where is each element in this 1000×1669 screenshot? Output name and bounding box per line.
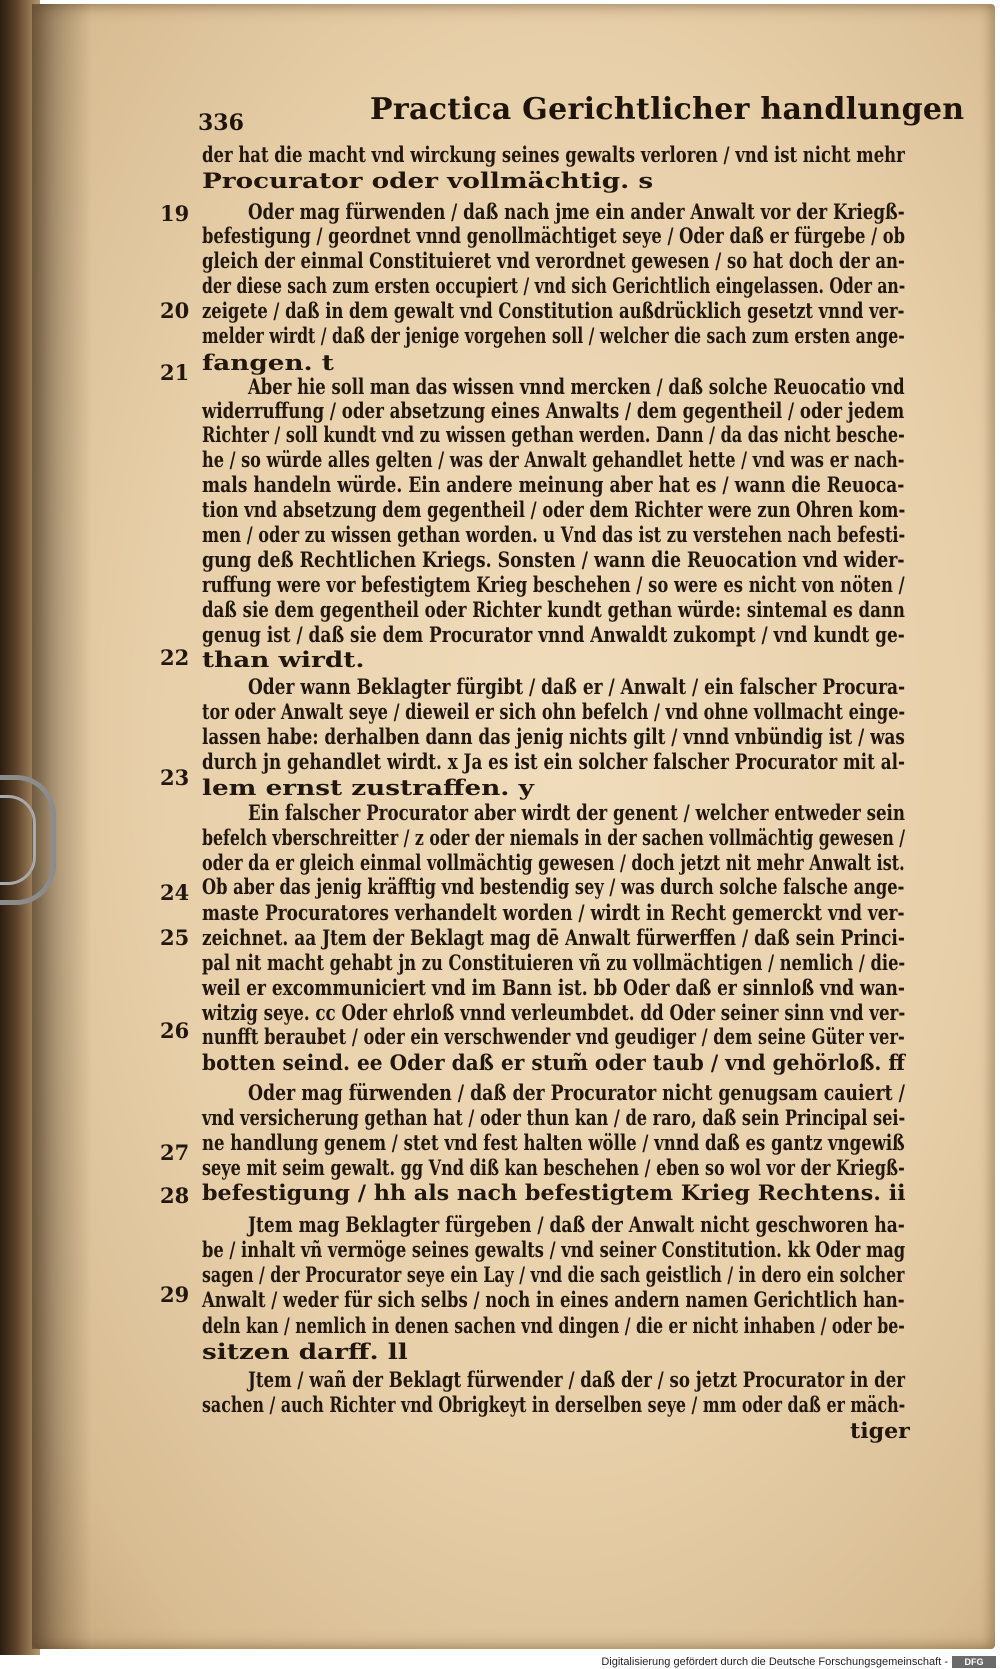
text-line: Oder wann Beklagter fürgibt / daß er / Anwalt / ein falscher Procura- — [248, 674, 906, 699]
text-line: witzig seye. cc Oder ehrloß vnnd verleumbdet. dd Oder seiner sinn vnd ver- — [202, 1000, 906, 1025]
text-line: genug ist / daß sie dem Procurator vnnd Anwaldt zukompt / vnd kundt ge- — [202, 622, 905, 647]
text-line: be / inhalt vñ vermöge seines gewalts / vnd seiner Constitution. kk Oder mag — [202, 1237, 906, 1262]
footer-credit: Digitalisierung gefördert durch die Deutsche Forschungsgemeinschaft - — [601, 1656, 948, 1668]
margin-number: 19 — [160, 201, 190, 226]
text-line: fangen. t — [202, 350, 334, 375]
margin-number: 24 — [160, 880, 190, 905]
text-line: sachen / auch Richter vnd Obrigkeyt in derselben seye / mm oder daß er mäch- — [202, 1392, 906, 1417]
margin-number: 26 — [160, 1018, 190, 1043]
margin-number: 28 — [160, 1183, 190, 1208]
footer-bar — [0, 1655, 1000, 1669]
margin-number: 27 — [160, 1140, 190, 1165]
page-clip-inner — [0, 795, 36, 885]
text-line: Jtem / wañ der Beklagt fürwender / daß der / so jetzt Procurator in der — [248, 1367, 905, 1392]
text-line: he / so würde alles gelten / was der Anwalt gehandlet hette / vnd was er nach- — [202, 447, 905, 472]
text-line: weil er excommuniciert vnd im Bann ist. bb Oder daß er sinnloß vnd wan- — [202, 975, 905, 1000]
text-line: sagen / der Procurator seye ein Lay / vnd die sach geistlich / in dero ein solcher — [202, 1262, 905, 1287]
text-line: der hat die macht vnd wirckung seines gewalts verloren / vnd ist nicht mehr — [202, 142, 905, 167]
margin-number: 21 — [160, 360, 190, 385]
text-line: zeichnet. aa Jtem der Beklagt mag dē Anwalt fürwerffen / daß sein Princi- — [202, 925, 905, 950]
folio-number: 336 — [198, 110, 244, 136]
text-line: durch jn gehandlet wirdt. x Ja es ist ein solcher falscher Procurator mit al- — [202, 749, 905, 774]
text-line: mals handeln würde. Ein andere meinung aber hat es / wann die Reuoca- — [202, 472, 905, 497]
text-line: lassen habe: derhalben dann das jenig nichts gilt / vnnd vnbündig ist / was — [202, 724, 905, 749]
text-line: widerruffung / oder absetzung eines Anwalts / dem gegentheil / oder jedem — [202, 398, 905, 423]
text-line: Oder mag fürwenden / daß der Procurator nicht genugsam cauiert / — [248, 1080, 905, 1105]
text-line: Oder mag fürwenden / daß nach jme ein ander Anwalt vor der Kriegß- — [248, 199, 905, 224]
text-line: Ein falscher Procurator aber wirdt der genent / welcher entweder sein — [248, 800, 906, 825]
text-line: befestigung / geordnet vnnd genollmächtiget seye / Oder daß er fürgebe / ob — [202, 223, 906, 248]
margin-number: 22 — [160, 645, 190, 670]
text-line: befelch vberschreitter / z oder der niemals in der sachen vollmächtig gewesen / — [202, 825, 906, 850]
text-line: tiger — [850, 1418, 910, 1443]
margin-number: 20 — [160, 298, 190, 323]
text-line: tion vnd absetzung dem gegentheil / oder dem Richter were zun Ohren kom- — [202, 497, 906, 522]
text-line: oder da er gleich einmal vollmächtig gewesen / doch jetzt nit mehr Anwalt ist. — [202, 850, 905, 875]
text-line: gleich der einmal Constituieret vnd verordnet gewesen / so hat doch der an- — [202, 248, 905, 273]
text-line: men / oder zu wissen gethan worden. u Vnd das ist zu verstehen nach befesti- — [202, 522, 906, 547]
text-line: gung deß Rechtlichen Kriegs. Sonsten / wann die Reuocation vnd wider- — [202, 547, 905, 572]
text-line: sitzen darff. ll — [202, 1339, 408, 1364]
text-line: nunfft beraubet / oder ein verschwender vnd geudiger / dem seine Güter ver- — [202, 1024, 905, 1049]
text-line: vnd versicherung gethan hat / oder thun kan / de raro, daß sein Principal sei- — [202, 1105, 906, 1130]
margin-number: 25 — [160, 925, 190, 950]
text-line: melder wirdt / daß der jenige vorgehen soll / welcher die sach zum ersten ange- — [202, 323, 905, 348]
text-line: Ob aber das jenig kräfftig vnd bestendig sey / was durch solche falsche ange- — [202, 874, 905, 899]
text-line: zeigete / daß in dem gewalt vnd Constitution außdrücklich gesetzt vnnd ver- — [202, 298, 905, 323]
text-line: seye mit seim gewalt. gg Vnd diß kan beschehen / eben so wol vor der Kriegß- — [202, 1155, 905, 1180]
dfg-logo: DFG — [952, 1656, 996, 1668]
text-line: der diese sach zum ersten occupiert / vnd sich Gerichtlich eingelassen. Oder an- — [202, 273, 906, 298]
margin-number: 29 — [160, 1282, 190, 1307]
running-head: Practica Gerichtlicher handlungen — [370, 92, 965, 127]
text-line: Anwalt / weder für sich selbs / noch in eines andern namen Gerichtlich han- — [202, 1287, 905, 1312]
text-line: befestigung / hh als nach befestigtem Krieg Rechtens. ii — [202, 1180, 906, 1205]
text-line: ne handlung genem / stet vnd fest halten wölle / vnnd daß es gantz vngewiß — [202, 1130, 905, 1155]
text-line: maste Procuratores verhandelt worden / wirdt in Recht gemerckt vnd ver- — [202, 900, 905, 925]
text-line: pal nit macht gehabt jn zu Constituieren vñ zu vollmächtigen / nemlich / die- — [202, 950, 906, 975]
text-line: botten seind. ee Oder daß er stum̃ oder taub / vnd gehörloß. ff — [202, 1050, 905, 1075]
text-line: tor oder Anwalt seye / dieweil er sich ohn befelch / vnd ohne vollmacht einge- — [202, 699, 906, 724]
text-line: than wirdt. — [202, 647, 365, 672]
text-line: daß sie dem gegentheil oder Richter kundt gethan würde: sintemal es dann — [202, 597, 905, 622]
text-line: Aber hie soll man das wissen vnnd mercken / daß solche Reuocatio vnd — [248, 374, 905, 399]
text-line: deln kan / nemlich in denen sachen vnd dingen / die er nicht inhaben / oder be- — [202, 1313, 905, 1338]
text-line: Richter / soll kundt vnd zu wissen gethan werden. Dann / da das nicht besche- — [202, 422, 905, 447]
text-line: lem ernst zustraffen. y — [202, 775, 534, 800]
margin-number: 23 — [160, 765, 190, 790]
text-line: ruffung were vor befestigtem Krieg beschehen / so were es nicht von nöten / — [202, 572, 905, 597]
text-line: Procurator oder vollmächtig. s — [202, 168, 654, 193]
text-line: Jtem mag Beklagter fürgeben / daß der Anwalt nicht geschworen ha- — [248, 1212, 905, 1237]
